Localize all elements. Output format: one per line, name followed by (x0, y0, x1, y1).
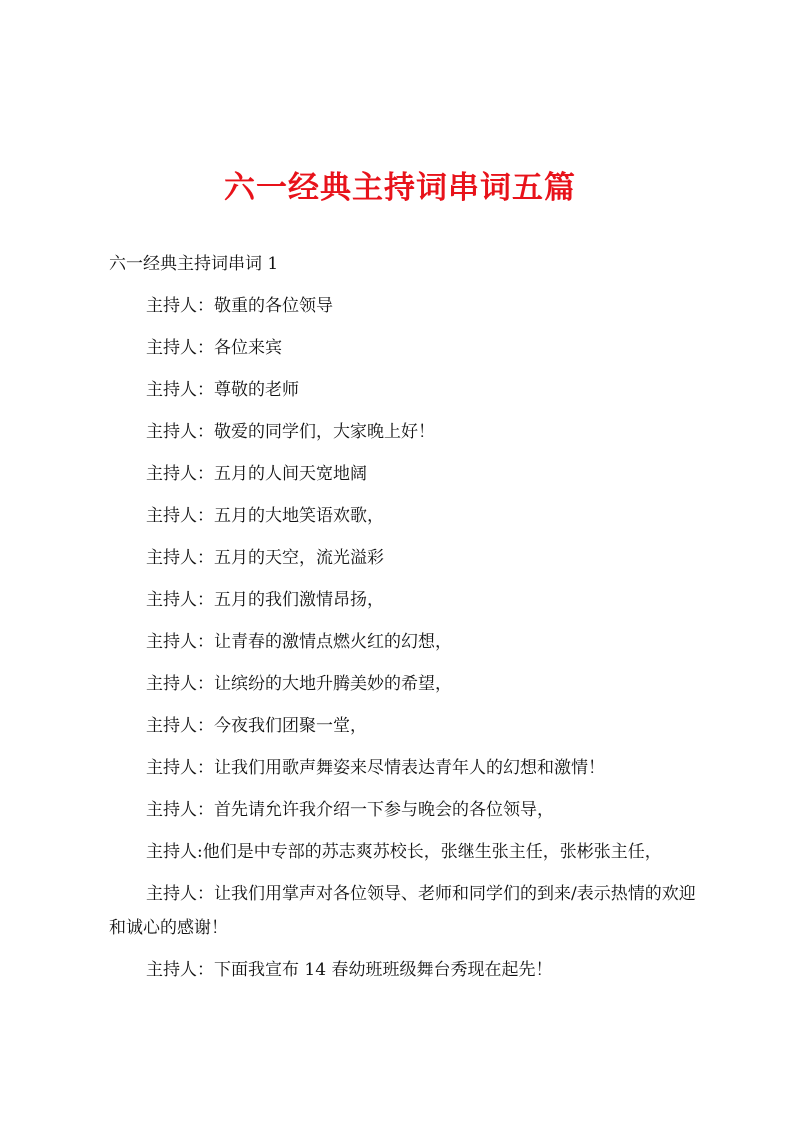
host-line-14: 主持人:他们是中专部的苏志爽苏校长，张继生张主任，张彬张主任， (146, 842, 662, 862)
document-title: 六一经典主持词串词五篇 (224, 170, 576, 206)
host-line-7: 主持人：五月的天空，流光溢彩 (146, 548, 384, 568)
host-line-13: 主持人：首先请允许我介绍一下参与晚会的各位领导， (146, 800, 554, 820)
host-line-11: 主持人：今夜我们团聚一堂， (146, 716, 367, 736)
host-line-4: 主持人：敬爱的同学们，大家晚上好！ (146, 422, 435, 442)
host-line-12: 主持人：让我们用歌声舞姿来尽情表达青年人的幻想和激情！ (146, 758, 605, 778)
host-line-6: 主持人：五月的大地笑语欢歌， (146, 506, 384, 526)
host-line-9: 主持人：让青春的激情点燃火红的幻想， (146, 632, 452, 652)
host-line-15: 主持人：让我们用掌声对各位领导、老师和同学们的到来/表示热情的欢迎和诚心的感谢！ (109, 884, 696, 938)
host-line-3: 主持人：尊敬的老师 (146, 380, 299, 400)
host-line-8: 主持人：五月的我们激情昂扬， (146, 590, 384, 610)
host-line-1: 主持人：敬重的各位领导 (146, 296, 333, 316)
section-heading: 六一经典主持词串词 1 (109, 254, 279, 274)
host-line-10: 主持人：让缤纷的大地升腾美妙的希望， (146, 674, 452, 694)
host-line-5: 主持人：五月的人间天宽地阔 (146, 464, 367, 484)
document-body (109, 243, 705, 991)
host-line-2: 主持人：各位来宾 (146, 338, 282, 358)
host-line-16: 主持人：下面我宣布 14 春幼班班级舞台秀现在起先！ (146, 960, 553, 980)
